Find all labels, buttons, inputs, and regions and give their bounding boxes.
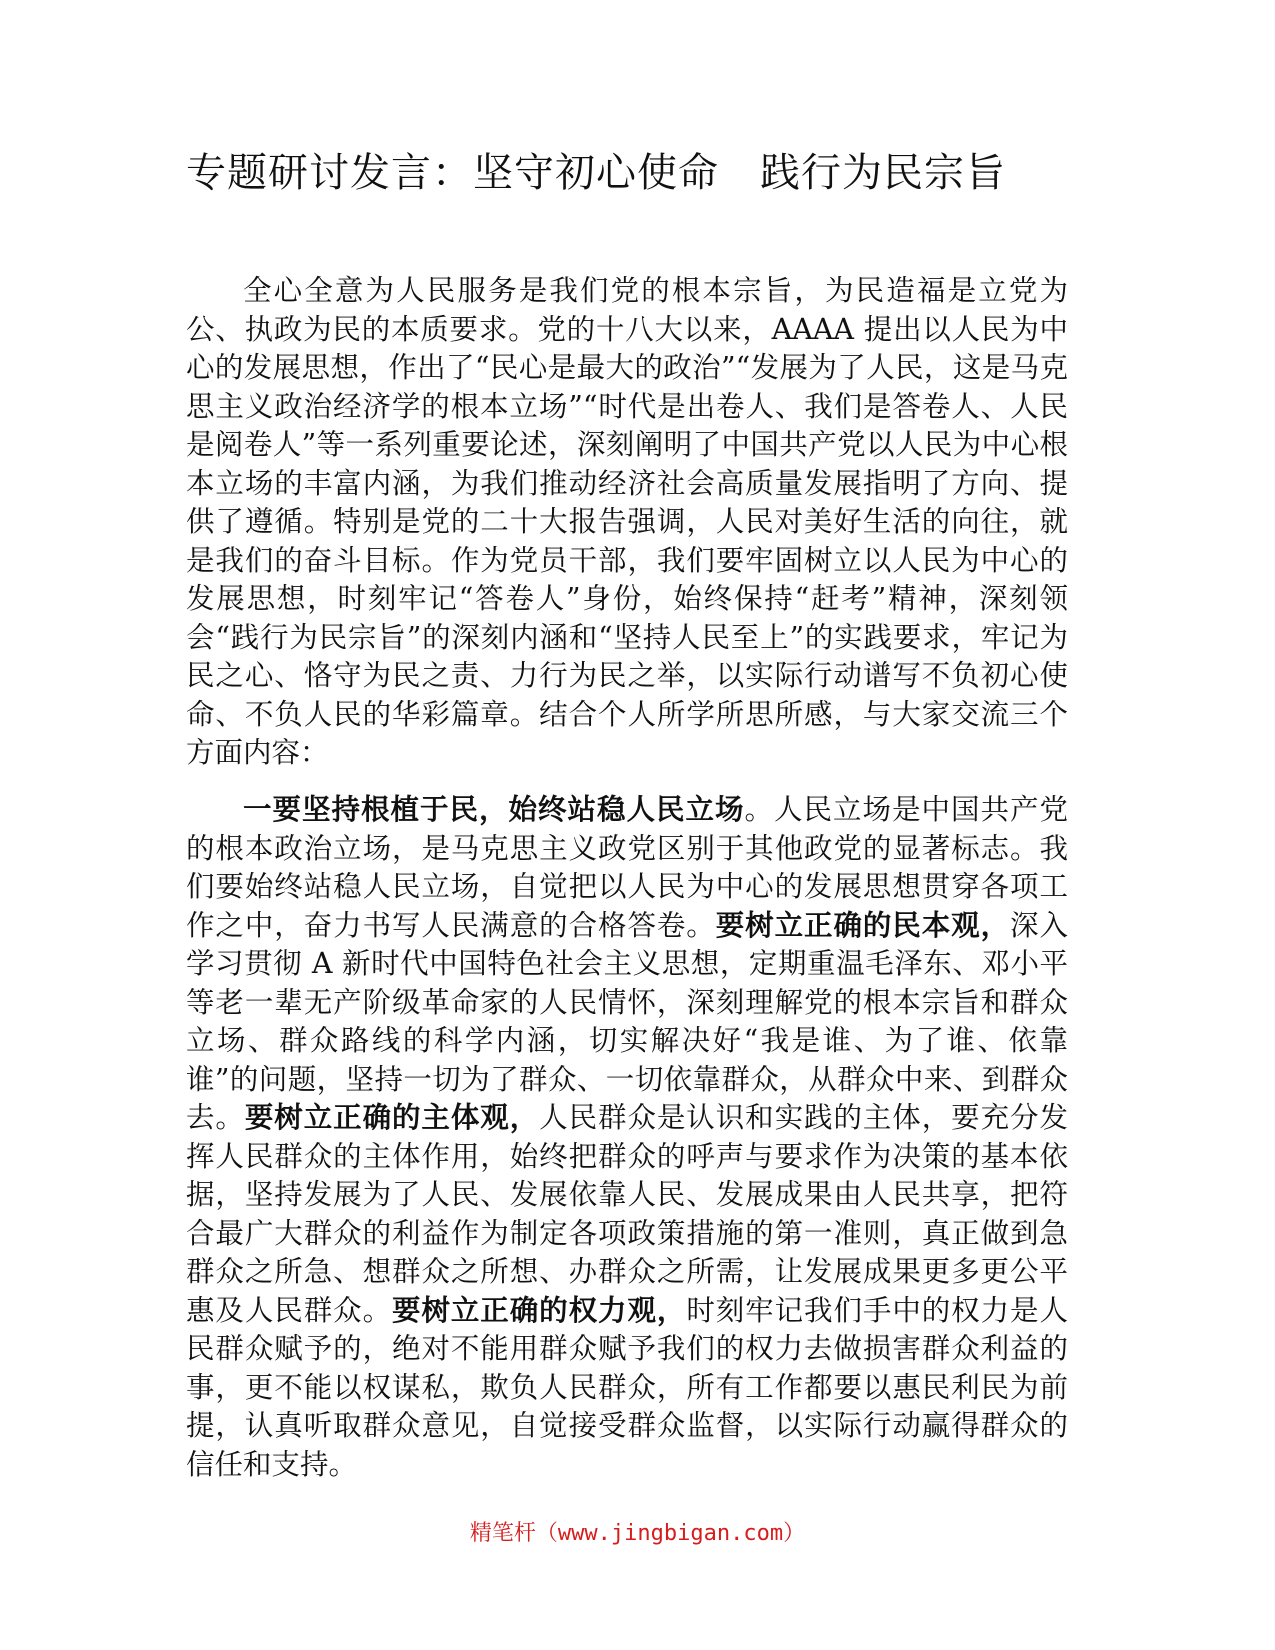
subpoint-heading-people-oriented: 要树立正确的民本观， [715,908,1011,942]
section-one-text-3: 人民群众是认识和实践的主体，要充分发挥人民群众的主体作用，始终把群众的呼声与要求作为决策的基本依据，坚持发展为了人民、发展依靠人民、发展成果由人民共享，把符合最广大群众的利益作为制定各项政策措施的第一准则，真正做到急群众之所急、想群众之所想、办群众之所需，让发展成果更多更公平惠及人民群众。 [186,1101,1068,1327]
section-one-text-2: 深入学习贯彻 A 新时代中国特色社会主义思想，定期重温毛泽东、邓小平等老一辈无产阶级革命家的人民情怀，深刻理解党的根本宗旨和群众立场、群众路线的科学内涵，切实解决好“我是谁、为了谁、依靠谁”的问题，坚持一切为了群众、一切依靠群众，从群众中来、到群众去。 [186,908,1068,1134]
footer-url[interactable]: （www.jingbigan.com） [535,1521,806,1546]
subpoint-heading-power: 要树立正确的权力观， [392,1293,687,1327]
subpoint-heading-subject: 要树立正确的主体观， [244,1101,540,1134]
footer-brand: 精笔杆 [469,1521,536,1546]
intro-paragraph: 全心全意为人民服务是我们党的根本宗旨，为民造福是立党为公、执政为民的本质要求。党的十八大以来，AAAA 提出以人民为中心的发展思想，作出了“民心是最大的政治”“发展为了人民，这是马克思主义政治经济学的根本立场”“时代是出卷人、我们是答卷人、人民是阅卷人”等一系列重要论述，深刻阐明了中国共产党以人民为中心根本立场的丰富内涵，为我们推动经济社会高质量发展指明了方向、提供了遵循。特别是党的二十大报告强调，人民对美好生活的向往，就是我们的奋斗目标。作为党员干部，我们要牢固树立以人民为中心的发展思想，时刻牢记“答卷人”身份，始终保持“赶考”精神，深刻领会“践行为民宗旨”的深刻内涵和“坚持人民至上”的实践要求，牢记为民之心、恪守为民之责、力行为民之举，以实际行动谱写不负初心使命、不负人民的华彩篇章。结合个人所学所思所感，与大家交流三个方面内容： [186,274,1068,769]
section-one-heading: 一要坚持根植于民，始终站稳人民立场 [243,793,745,826]
section-one-text-4: 时刻牢记我们手中的权力是人民群众赋予的，绝对不能用群众赋予我们的权力去做损害群众利益的事，更不能以权谋私，欺负人民群众，所有工作都要以惠民利民为前提，认真听取群众意见，自觉接受群众监督，以实际行动赢得群众的信任和支持。 [186,1293,1068,1481]
page-title: 专题研讨发言：坚守初心使命 践行为民宗旨 [186,150,1006,196]
footer-watermark [0,1519,1275,1549]
section-one-paragraph [186,791,1068,1484]
section-one-text-1: 。人民立场是中国共产党的根本政治立场，是马克思主义政党区别于其他政党的显著标志。我们要始终站稳人民立场，自觉把以人民为中心的发展思想贯穿各项工作之中，奋力书写人民满意的合格答卷。 [186,793,1068,942]
